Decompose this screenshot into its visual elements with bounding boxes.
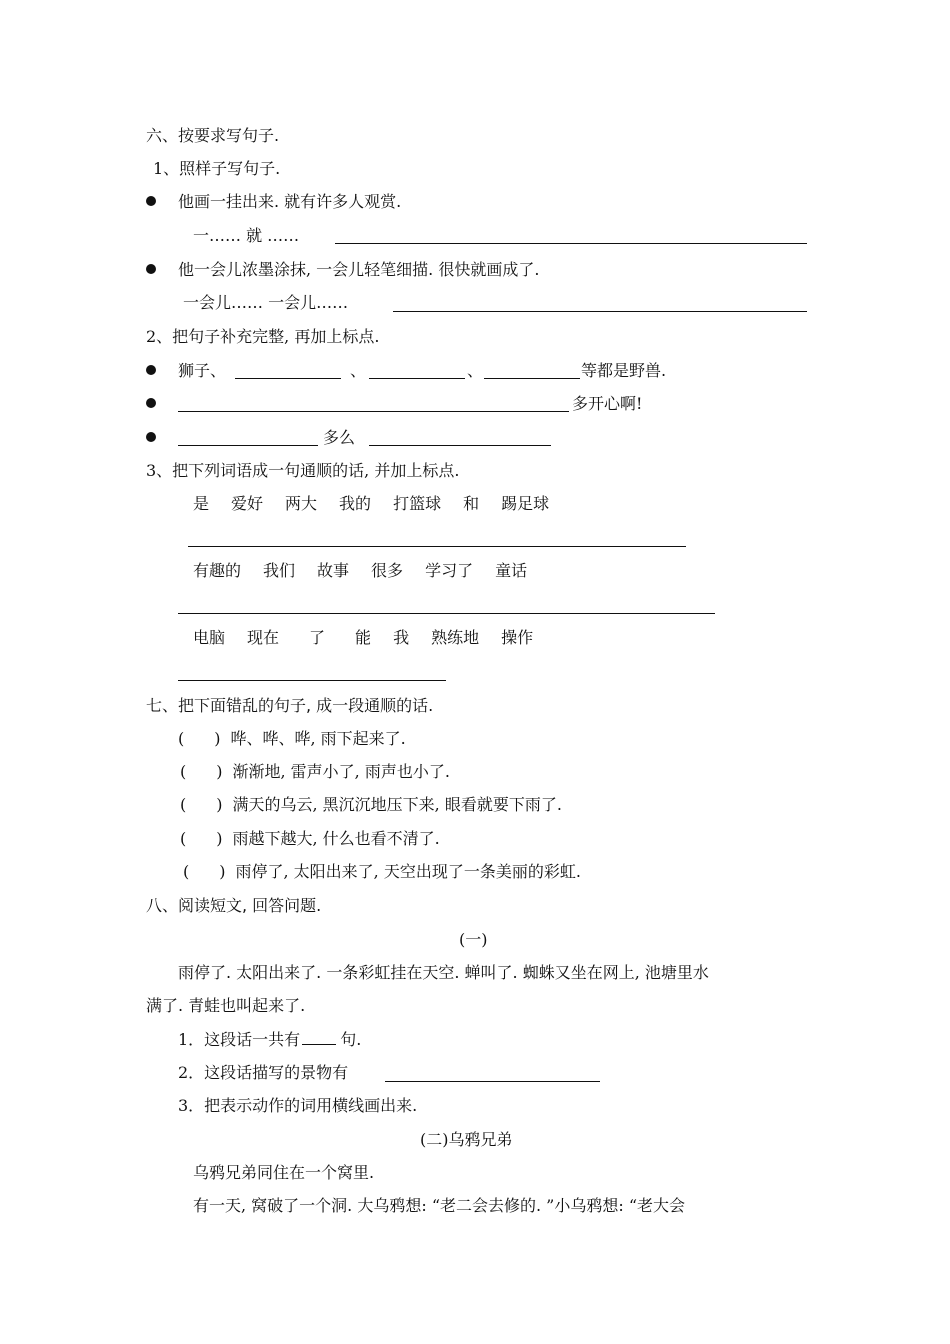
order-blank[interactable]: ( ) — [180, 795, 223, 814]
q3-word: 学习了 — [425, 561, 474, 580]
blank-line[interactable] — [369, 378, 465, 379]
q3-word: 我的 — [339, 494, 372, 513]
order-blank[interactable]: ( ) — [183, 862, 226, 881]
blank-line[interactable] — [178, 411, 569, 412]
q3-word-set-1 — [193, 494, 549, 514]
q3-word: 和 — [463, 494, 480, 513]
q3-word: 是 — [193, 494, 210, 513]
answer-line[interactable] — [188, 546, 686, 547]
q1-example-2: 他一会儿浓墨涂抹, 一会儿轻笔细描. 很快就画成了. — [178, 260, 540, 279]
q2-line3-mid: 多么 — [323, 428, 356, 447]
answer-line[interactable] — [393, 311, 807, 312]
q3-word: 两大 — [285, 494, 318, 513]
passage-1-q3: 3．把表示动作的词用横线画出来. — [178, 1096, 418, 1115]
order-item — [180, 762, 450, 782]
q3-word-set-2 — [193, 561, 527, 581]
blank-line[interactable] — [369, 445, 551, 446]
section-6-title: 六、按要求写句子. — [146, 126, 280, 145]
order-sentence: 渐渐地, 雷声小了, 雨声也小了. — [232, 762, 450, 781]
q1-pattern-2: 一会儿…… 一会儿…… — [183, 293, 349, 312]
order-item — [183, 862, 581, 882]
bullet-icon — [146, 398, 156, 408]
q3-word: 电脑 — [193, 628, 226, 647]
passage-2-line: 有一天, 窝破了一个洞. 大乌鸦想: “老二会去修的. ”小乌鸦想: “老大会 — [193, 1196, 686, 1215]
q3-word: 熟练地 — [431, 628, 480, 647]
question-text: 1．这段话一共有 — [178, 1030, 301, 1049]
q3-word: 我们 — [263, 561, 296, 580]
q2-line1-start: 狮子、 — [178, 361, 227, 380]
passage-1-q2: 2．这段话描写的景物有 — [178, 1063, 349, 1082]
q3-word: 故事 — [317, 561, 350, 580]
order-item — [180, 829, 440, 849]
question-text: 句. — [340, 1030, 362, 1049]
q3-word: 很多 — [371, 561, 404, 580]
q2-line1-end: 等都是野兽. — [581, 361, 667, 380]
bullet-icon — [146, 432, 156, 442]
bullet-icon — [146, 264, 156, 274]
passage-2-line: 乌鸦兄弟同住在一个窝里. — [193, 1163, 375, 1182]
q3-word: 有趣的 — [193, 561, 242, 580]
blank-line[interactable] — [235, 378, 341, 379]
order-sentence: 雨停了, 太阳出来了, 天空出现了一条美丽的彩虹. — [235, 862, 581, 881]
section-8-title: 八、阅读短文, 回答问题. — [146, 896, 322, 915]
order-blank[interactable]: ( ) — [178, 729, 221, 748]
q3-word: 能 — [355, 628, 372, 647]
q3-word: 爱好 — [231, 494, 264, 513]
answer-line[interactable] — [385, 1081, 600, 1082]
q3-word: 打篮球 — [393, 494, 442, 513]
q2-title: 2、把句子补充完整, 再加上标点. — [146, 327, 380, 346]
passage-1-line: 满了. 青蛙也叫起来了. — [146, 996, 306, 1015]
order-item — [180, 795, 562, 815]
passage-1-line: 雨停了. 太阳出来了. 一条彩虹挂在天空. 蝉叫了. 蜘蛛又坐在网上, 池塘里水 — [178, 963, 709, 982]
order-item — [178, 729, 406, 749]
order-sentence: 满天的乌云, 黑沉沉地压下来, 眼看就要下雨了. — [232, 795, 562, 814]
q3-word: 现在 — [247, 628, 280, 647]
blank-line[interactable] — [484, 378, 580, 379]
blank-line[interactable] — [178, 445, 318, 446]
order-sentence: 哗、哗、哗, 雨下起来了. — [230, 729, 406, 748]
order-sentence: 雨越下越大, 什么也看不清了. — [232, 829, 440, 848]
section-7-title: 七、把下面错乱的句子, 成一段通顺的话. — [146, 696, 434, 715]
q2-line2-end: 多开心啊! — [572, 394, 643, 413]
q3-word-set-3 — [193, 628, 533, 648]
order-blank[interactable]: ( ) — [180, 829, 223, 848]
q3-word: 操作 — [501, 628, 534, 647]
q3-word: 踢足球 — [501, 494, 550, 513]
q3-word: 童话 — [495, 561, 528, 580]
q3-word: 我 — [393, 628, 410, 647]
answer-line[interactable] — [178, 680, 446, 681]
bullet-icon — [146, 196, 156, 206]
order-blank[interactable]: ( ) — [180, 762, 223, 781]
passage-1-heading: (一) — [459, 930, 488, 949]
q1-title: 1、照样子写句子. — [153, 159, 281, 178]
q1-example-1: 他画一挂出来. 就有许多人观赏. — [178, 192, 402, 211]
q3-word: 了 — [309, 628, 326, 647]
blank-line[interactable] — [302, 1030, 336, 1045]
q2-separator: 、 — [350, 361, 367, 380]
q2-separator: 、 — [467, 361, 484, 380]
q1-pattern-1: 一…… 就 …… — [193, 226, 300, 245]
answer-line[interactable] — [335, 243, 807, 244]
q3-title: 3、把下列词语成一句通顺的话, 并加上标点. — [146, 461, 460, 480]
passage-2-heading: (二)乌鸦兄弟 — [420, 1130, 513, 1149]
bullet-icon — [146, 365, 156, 375]
passage-1-q1 — [178, 1030, 361, 1050]
answer-line[interactable] — [178, 613, 715, 614]
